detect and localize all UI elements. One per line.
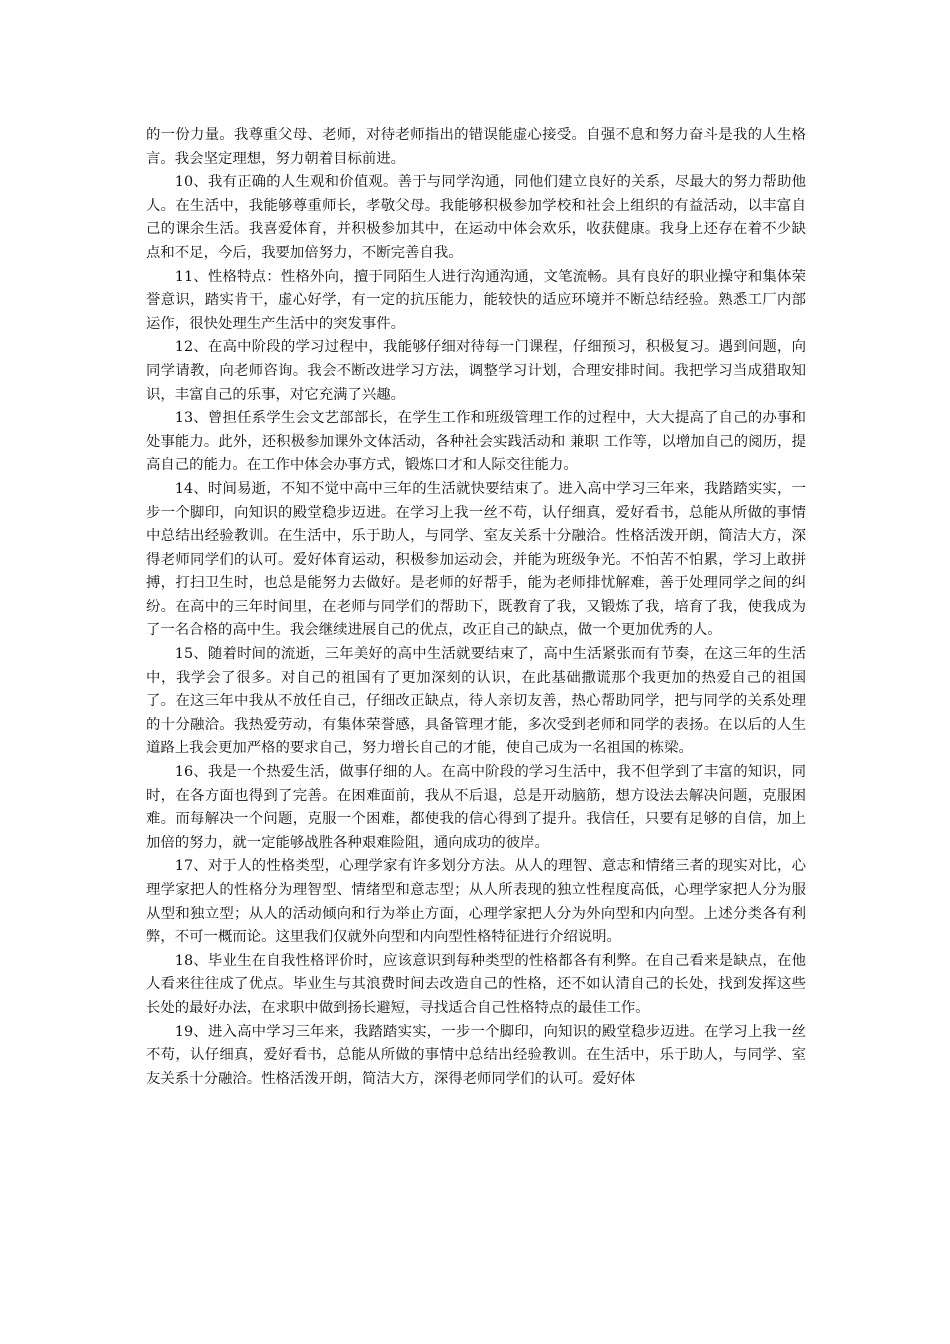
- paragraph-10: 10、我有正确的人生观和价值观。善于与同学沟通，同他们建立良好的关系，尽最大的努力帮助他人。在生活中，我能够尊重师长，孝敬父母。我能够积极参加学校和社会上组织的有益活动，以丰富自己的课余生活。我喜爱体育，并积极参加其中，在运动中体会欢乐，收获健康。我身上还存在着不少缺点和不足，今后，我要加倍努力，不断完善自我。: [146, 174, 806, 261]
- paragraph-continuation: 的一份力量。我尊重父母、老师，对待老师指出的错误能虚心接受。自强不息和努力奋斗是我的人生格言。我会坚定理想，努力朝着目标前进。: [146, 127, 806, 167]
- paragraph-14: 14、时间易逝，不知不觉中高中三年的生活就快要结束了。进入高中学习三年来，我踏踏实实，一步一个脚印，向知识的殿堂稳步迈进。在学习上我一丝不苟，认仔细真，爱好看书，总能从所做的事情中总结出经验教训。在生活中，乐于助人，与同学、室友关系十分融洽。性格活泼开朗，简洁大方，深得老师同学们的认可。爱好体育运动，积极参加运动会，并能为班级争光。不怕苦不怕累，学习上敢拼搏，打扫卫生时，也总是能努力去做好。是老师的好帮手，能为老师排忧解难，善于处理同学之间的纠纷。在高中的三年时间里，在老师与同学们的帮助下，既教育了我，又锻炼了我，培育了我，使我成为了一名合格的高中生。我会继续进展自己的优点，改正自己的缺点，做一个更加优秀的人。: [146, 480, 806, 639]
- paragraph-17: 17、对于人的性格类型，心理学家有许多划分方法。从人的理智、意志和情绪三者的现实对比，心理学家把人的性格分为理智型、情绪型和意志型；从人所表现的独立性程度高低，心理学家把人分为服从型和独立型；从人的活动倾向和行为举止方面，心理学家把人分为外向型和内向型。上述分类各有利弊，不可一概而论。这里我们仅就外向型和内向型性格特征进行介绍说明。: [146, 858, 806, 946]
- paragraph-19: 19、进入高中学习三年来，我踏踏实实，一步一个脚印，向知识的殿堂稳步迈进。在学习上我一丝不苟，认仔细真，爱好看书，总能从所做的事情中总结出经验教训。在生活中，乐于助人，与同学、室友关系十分融洽。性格活泼开朗，简洁大方，深得老师同学们的认可。爱好体: [146, 1023, 806, 1087]
- paragraph-12: 12、在高中阶段的学习过程中，我能够仔细对待每一门课程，仔细预习，积极复习。遇到问题，向同学请教，向老师咨询。我会不断改进学习方法，调整学习计划，合理安排时间。我把学习当成猎取知识，丰富自己的乐事，对它充满了兴趣。: [146, 339, 806, 403]
- paragraph-15: 15、随着时间的流逝，三年美好的高中生活就要结束了，高中生活紧张而有节奏，在这三年的生活中，我学会了很多。对自己的祖国有了更加深刻的认识，在此基础撒谎那个我更加的热爱自己的祖国了。在这三年中我从不放任自己，仔细改正缺点，待人亲切友善，热心帮助同学，把与同学的关系处理的十分融洽。我热爱劳动，有集体荣誉感，具备管理才能，多次受到老师和同学的表扬。在以后的人生道路上我会更加严格的要求自己，努力增长自己的才能，使自己成为一名祖国的栋梁。: [146, 646, 806, 757]
- paragraph-13: 13、曾担任系学生会文艺部部长，在学生工作和班级管理工作的过程中，大大提高了自己的办事和处事能力。此外，还积极参加课外文体活动，各种社会实践活动和 兼职 工作等，以增加自己的阅历，提高自己的能力。在工作中体会办事方式，锻炼口才和人际交往能力。: [146, 410, 806, 474]
- paragraph-16: 16、我是一个热爱生活，做事仔细的人。在高中阶段的学习生活中，我不但学到了丰富的知识，同时，在各方面也得到了完善。在困难面前，我从不后退，总是开动脑筋，想方设法去解决问题，克服困难。而每解决一个问题，克服一个困难，都使我的信心得到了提升。我信任，只要有足够的自信，加上加倍的努力，就一定能够战胜各种艰难险阻，通向成功的彼岸。: [146, 764, 806, 851]
- document-body: [146, 124, 806, 1091]
- paragraph-18: 18、毕业生在自我性格评价时，应该意识到每种类型的性格都各有利弊。在自己看来是缺点，在他人看来往往成了优点。毕业生与其浪费时间去改造自己的性格，还不如认清自己的长处，找到发挥这些长处的最好办法，在求职中做到扬长避短，寻找适合自己性格特点的最佳工作。: [146, 952, 806, 1016]
- paragraph-11: 11、性格特点：性格外向，擅于同陌生人进行沟通沟通，文笔流畅。具有良好的职业操守和集体荣誉意识，踏实肯干，虚心好学，有一定的抗压能力，能较快的适应环境并不断总结经验。熟悉工厂内部运作，很快处理生产生活中的突发事件。: [146, 268, 806, 332]
